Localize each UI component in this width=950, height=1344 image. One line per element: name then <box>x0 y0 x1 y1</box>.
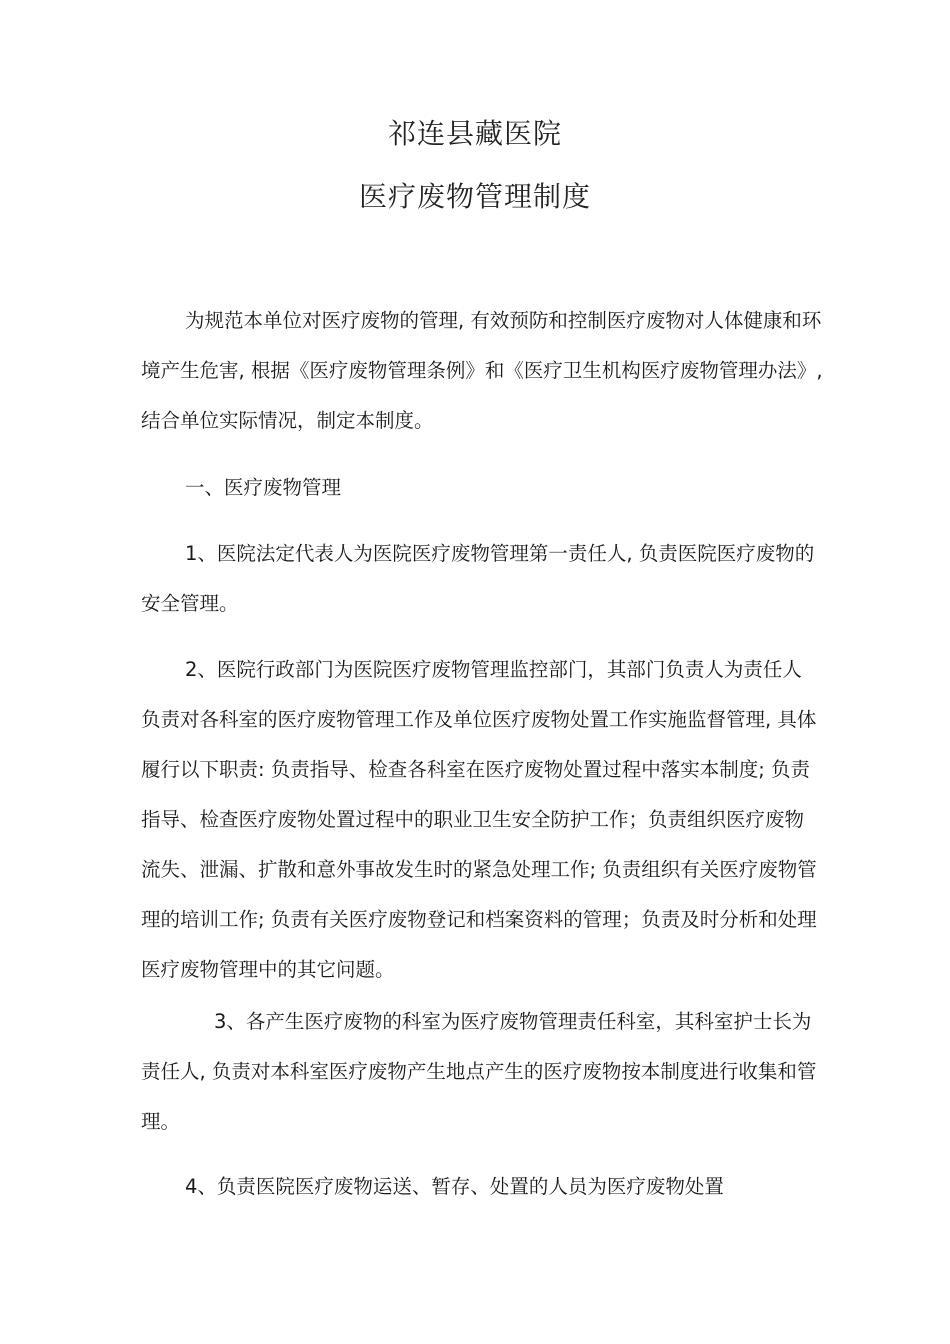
item-2-line: 负责对各科室的医疗废物管理工作及单位医疗废物处置工作实施监督管理, 具体 <box>141 708 817 731</box>
intro-paragraph <box>141 296 887 446</box>
section-1-heading: 一、医疗废物管理 <box>185 476 342 499</box>
intro-line: 结合单位实际情况，制定本制度。 <box>141 409 434 432</box>
item-4-line: 4、负责医院医疗废物运送、暂存、处置的人员为医疗废物处置 <box>185 1175 724 1198</box>
item-2-line: 指导、检查医疗废物处置过程中的职业卫生安全防护工作；负责组织医疗废物 <box>141 808 805 831</box>
item-3-paragraph <box>141 997 887 1147</box>
item-1-paragraph <box>141 529 887 629</box>
document-title: 祁连县藏医院 <box>387 117 562 150</box>
item-3-line: 理。 <box>141 1110 181 1133</box>
item-3-line: 3、各产生医疗废物的科室为医疗废物管理责任科室，其科室护士长为 <box>214 1010 812 1033</box>
item-4-paragraph <box>141 1162 887 1212</box>
intro-line: 为规范本单位对医疗废物的管理, 有效预防和控制医疗废物对人体健康和环 <box>185 309 822 332</box>
item-2-line: 履行以下职责: 负责指导、检查各科室在医疗废物处置过程中落实本制度; 负责 <box>141 758 811 781</box>
document-subtitle: 医疗废物管理制度 <box>358 180 591 213</box>
item-2-line: 2、医院行政部门为医院医疗废物管理监控部门，其部门负责人为责任人 <box>185 658 802 681</box>
item-1-line: 安全管理。 <box>141 592 239 615</box>
item-2-line: 理的培训工作; 负责有关医疗废物登记和档案资料的管理；负责及时分析和处理 <box>141 908 817 931</box>
item-1-line: 1、医院法定代表人为医院医疗废物管理第一责任人, 负责医院医疗废物的 <box>185 542 815 565</box>
item-2-line: 流失、泄漏、扩散和意外事故发生时的紧急处理工作; 负责组织有关医疗废物管 <box>141 858 817 881</box>
item-2-line: 医疗废物管理中的其它问题。 <box>141 958 395 981</box>
intro-line: 境产生危害, 根据《医疗废物管理条例》和《医疗卫生机构医疗废物管理办法》, <box>141 359 823 382</box>
item-3-line: 责任人, 负责对本科室医疗废物产生地点产生的医疗废物按本制度进行收集和管 <box>141 1060 817 1083</box>
item-2-paragraph <box>141 645 887 995</box>
section-heading <box>141 463 887 513</box>
